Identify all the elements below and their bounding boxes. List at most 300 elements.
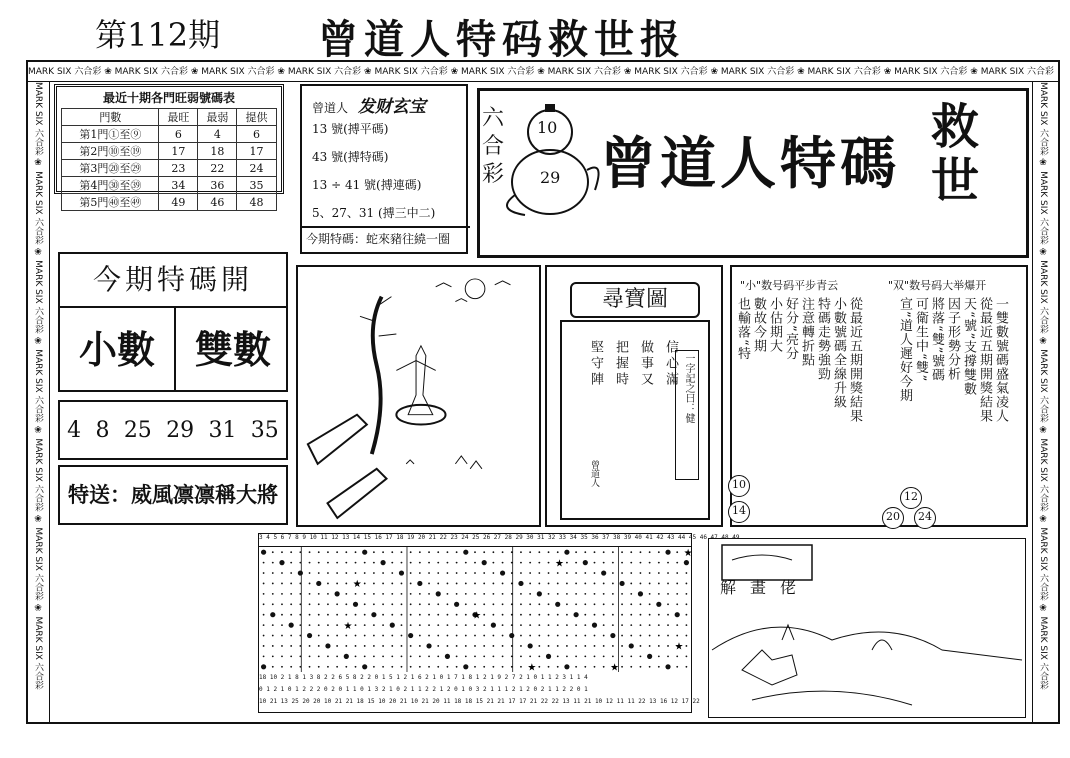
grid-dot: [419, 624, 421, 626]
grid-dot: [456, 635, 458, 637]
grid-dot: [538, 583, 540, 585]
tip-line: 13 號(搏平碼): [312, 122, 389, 136]
hot-numbers-table: [54, 84, 284, 209]
grid-dot: [327, 572, 329, 574]
band-text: MARK SIX 六合彩: [33, 349, 43, 423]
grid-dot: [665, 550, 670, 555]
grid-dot: [483, 603, 485, 605]
grid-dot: [584, 635, 586, 637]
grid-dot: [483, 583, 485, 585]
grid-dot: [447, 645, 449, 647]
grid-dot: [474, 624, 476, 626]
grid-dot: [364, 603, 366, 605]
grid-dot: [520, 666, 522, 668]
grid-dot: [612, 614, 614, 616]
grid-dot: [548, 624, 550, 626]
grid-dot: [502, 666, 504, 668]
grid-dot: [649, 583, 651, 585]
grid-dot: [437, 551, 439, 553]
grid-dot: [640, 624, 642, 626]
grid-dot: [594, 655, 596, 657]
grid-dot: [309, 593, 311, 595]
grid-dot: [667, 655, 669, 657]
grid-dot: [290, 603, 292, 605]
grid-dot: [538, 614, 540, 616]
grid-dot: [364, 593, 366, 595]
grid-dot: [621, 593, 623, 595]
grid-dot: [594, 593, 596, 595]
grid-dot: [584, 624, 586, 626]
puzzle-illustration: [712, 540, 1022, 716]
grid-dot: [474, 551, 476, 553]
grid-dot: [647, 654, 652, 659]
grid-dot: [281, 624, 283, 626]
grid-dot: [263, 562, 265, 564]
grid-dot: [566, 583, 568, 585]
grid-dot: [428, 562, 430, 564]
grid-dot: [557, 645, 559, 647]
grid-dot: [391, 635, 393, 637]
band-text: MARK SIX 六合彩: [374, 67, 448, 77]
grid-dot: [401, 603, 403, 605]
grid-dot: [658, 593, 660, 595]
grid-dot: [603, 603, 605, 605]
grid-dot: [529, 593, 531, 595]
treasure-col: 堅守陣: [588, 340, 603, 388]
grid-footer: 0 1 2 1 0 1 2 2 2 0 2 0 1 1 0 1 3 2 1 0 2 1 1 2 2 1 2 0 1 0 3 2 1 1 1 2 1 2 0 2 1 1 2 2 0 1: [259, 686, 588, 693]
grid-dot: [355, 551, 357, 553]
grid-dot: [382, 635, 384, 637]
grid-dot: [601, 570, 606, 575]
tips-head-prefix: 曾道人: [312, 101, 349, 115]
special-send: 特送：威風凛凛稱大將: [58, 465, 288, 525]
grid-dot: [667, 645, 669, 647]
grid-dot: [557, 572, 559, 574]
grid-dot: [428, 583, 430, 585]
grid-dot: [474, 562, 476, 564]
grid-dot: [465, 603, 467, 605]
grid-dot: [345, 583, 347, 585]
grid-dot: [649, 645, 651, 647]
band-text: MARK SIX 六合彩: [33, 171, 43, 245]
grid-dot: [594, 614, 596, 616]
grid-dot: [658, 551, 660, 553]
grid-dot: [483, 635, 485, 637]
dot-grid: [259, 547, 691, 672]
grid-dot: [640, 635, 642, 637]
grid-dot: [390, 623, 395, 628]
grid-dot: [309, 551, 311, 553]
grid-dot: [557, 635, 559, 637]
band-text: MARK SIX 六合彩: [114, 67, 188, 77]
special-number: 31: [208, 417, 237, 443]
grid-dot: [502, 635, 504, 637]
grid-dot: [629, 643, 634, 648]
grid-dot: [419, 551, 421, 553]
grid-dot: [309, 624, 311, 626]
grid-dot: [566, 624, 568, 626]
grid-dot: [364, 572, 366, 574]
column-header: 最旺: [159, 109, 198, 126]
grid-dot: [456, 655, 458, 657]
grid-dot: [603, 666, 605, 668]
grid-dot: [445, 654, 450, 659]
grid-dot: [419, 572, 421, 574]
grid-dot: [391, 551, 393, 553]
grid-dot: [336, 603, 338, 605]
grid-dot: [382, 666, 384, 668]
grid-dot: [583, 560, 588, 565]
grid-dot: [483, 614, 485, 616]
table-cell: 23: [159, 160, 198, 177]
grid-dot: [456, 572, 458, 574]
grid-dot: [566, 655, 568, 657]
table-cell: 第5門㊵至㊾: [62, 194, 159, 211]
grid-dot: [548, 645, 550, 647]
grid-dot: [391, 655, 393, 657]
grid-dot: [603, 614, 605, 616]
table-cell: 18: [198, 143, 237, 160]
grid-dot: [309, 666, 311, 668]
grid-dot: [336, 645, 338, 647]
table-row: [62, 177, 276, 194]
grid-dot: [603, 593, 605, 595]
grid-dot: [364, 562, 366, 564]
grid-dot: [474, 572, 476, 574]
grid-dot: [447, 562, 449, 564]
grid-dot: [594, 583, 596, 585]
grid-dot: [658, 614, 660, 616]
grid-dot: [364, 624, 366, 626]
grid-dot: [649, 562, 651, 564]
grid-dot: [318, 572, 320, 574]
grid-dot: [316, 581, 321, 586]
grid-dot: [492, 666, 494, 668]
grid-dot: [566, 562, 568, 564]
grid-dot: [437, 583, 439, 585]
grid-dot: [529, 562, 531, 564]
grid-dot: [483, 551, 485, 553]
table-row: [62, 143, 276, 160]
grid-dot: [658, 635, 660, 637]
grid-dot: [355, 655, 357, 657]
grid-dot: [584, 593, 586, 595]
grid-dot: [373, 603, 375, 605]
grid-dot: [630, 624, 632, 626]
grid-dot: [456, 551, 458, 553]
grid-dot: [686, 572, 688, 574]
grid-dot: [557, 614, 559, 616]
grid-dot: [500, 570, 505, 575]
grid-dot: [474, 593, 476, 595]
grid-dot: [686, 624, 688, 626]
grid-dot: [603, 645, 605, 647]
grid-dot: [686, 603, 688, 605]
grid-dot: [575, 562, 577, 564]
band-text: MARK SIX 六合彩: [461, 67, 535, 77]
grid-dot: [529, 614, 531, 616]
grid-dot: [447, 614, 449, 616]
grid-dot: [391, 593, 393, 595]
grid-dot: [548, 666, 550, 668]
grid-dot: [575, 635, 577, 637]
gourd-number: 10: [537, 118, 558, 137]
grid-dot: [419, 655, 421, 657]
band-text: MARK SIX 六合彩: [201, 67, 275, 77]
grid-dot: [263, 603, 265, 605]
grid-dot: [345, 603, 347, 605]
grid-dot: [465, 572, 467, 574]
circled-number: 20: [882, 507, 904, 529]
grid-dot: [391, 614, 393, 616]
grid-dot: [336, 624, 338, 626]
grid-dot: [612, 551, 614, 553]
table-cell: 35: [237, 177, 276, 194]
grid-dot: [345, 572, 347, 574]
grid-dot: [362, 664, 367, 669]
special-numbers: [58, 400, 288, 460]
grid-dot: [281, 583, 283, 585]
grid-dot: [667, 583, 669, 585]
issue-number: 第112期: [95, 16, 221, 54]
grid-dot: [281, 593, 283, 595]
grid-dot: [401, 593, 403, 595]
table-cell: 第4門㉚至㊴: [62, 177, 159, 194]
band-text: MARK SIX 六合彩: [28, 67, 102, 77]
grid-dot: [327, 551, 329, 553]
table-cell: 17: [159, 143, 198, 160]
grid-dot: [474, 655, 476, 657]
grid-star: ★: [674, 641, 684, 653]
grid-dot: [621, 655, 623, 657]
grid-dot: [557, 624, 559, 626]
grid-dot: [649, 624, 651, 626]
grid-dot: [520, 635, 522, 637]
band-text: MARK SIX 六合彩: [1038, 438, 1048, 512]
grid-dot: [502, 624, 504, 626]
grid-dot: [612, 583, 614, 585]
grid-dot: [520, 624, 522, 626]
grid-dot: [345, 666, 347, 668]
grid-dot: [279, 560, 284, 565]
grid-dot: [401, 562, 403, 564]
grid-dot: [640, 645, 642, 647]
grid-dot: [529, 624, 531, 626]
analysis-col: 數故今期: [751, 297, 766, 353]
grid-dot: [309, 603, 311, 605]
grid-dot: [355, 593, 357, 595]
grid-dot: [290, 614, 292, 616]
band-text: MARK SIX 六合彩: [1038, 349, 1048, 423]
grid-dot: [327, 603, 329, 605]
grid-dot: [649, 603, 651, 605]
grid-dot: [290, 562, 292, 564]
hot-table-title: 最近十期各門旺弱號碼表: [102, 91, 235, 105]
grid-dot: [594, 635, 596, 637]
grid-dot: [502, 603, 504, 605]
grid-dot: [502, 614, 504, 616]
special-number: 29: [166, 417, 195, 443]
grid-dot: [538, 572, 540, 574]
grid-dot: [537, 591, 542, 596]
grid-dot: [575, 572, 577, 574]
grid-dot: [399, 570, 404, 575]
grid-dot: [594, 603, 596, 605]
grid-dot: [410, 572, 412, 574]
grid-dot: [263, 635, 265, 637]
grid-dot: [594, 551, 596, 553]
grid-dot: [428, 572, 430, 574]
grid-dot: [566, 635, 568, 637]
grid-dot: [603, 583, 605, 585]
grid-dot: [538, 635, 540, 637]
grid-dot: [529, 655, 531, 657]
border-band-right: MARK SIX 六合彩 ❀ MARK SIX 六合彩 ❀ MARK SIX 六合彩 ❀ MARK SIX 六合彩 ❀ MARK SIX 六合彩 ❀ MARK SIX 六合彩 ❀ MARK SIX 六合彩: [1032, 82, 1058, 722]
grid-dot: [676, 551, 678, 553]
grid-dot: [281, 603, 283, 605]
grid-dot: [474, 583, 476, 585]
grid-dot: [509, 633, 514, 638]
grid-dot: [548, 562, 550, 564]
analysis-left-head: "小"数号码平步青云: [740, 279, 839, 292]
grid-dot: [667, 603, 669, 605]
grid-dot: [437, 614, 439, 616]
table-row: [62, 126, 276, 143]
grid-dot: [272, 655, 274, 657]
grid-dot: [410, 603, 412, 605]
grid-dot: [566, 603, 568, 605]
grid-dot: [612, 603, 614, 605]
grid-dot: [345, 593, 347, 595]
special-number: 35: [250, 417, 279, 443]
table-cell: 49: [159, 194, 198, 211]
table-cell: 48: [237, 194, 276, 211]
grid-dot: [419, 593, 421, 595]
treasure-columns: [570, 340, 680, 490]
grid-dot: [502, 593, 504, 595]
grid-dot: [621, 614, 623, 616]
grid-dot: [401, 624, 403, 626]
special-number: 25: [123, 417, 152, 443]
grid-dot: [640, 666, 642, 668]
grid-dot: [483, 645, 485, 647]
grid-dot: [492, 635, 494, 637]
grid-dot: [437, 562, 439, 564]
grid-dot: [345, 635, 347, 637]
grid-dot: [364, 635, 366, 637]
grid-dot: [630, 583, 632, 585]
grid-dot: [382, 655, 384, 657]
grid-dot: [336, 562, 338, 564]
grid-dot: [667, 624, 669, 626]
grid-dot: [456, 614, 458, 616]
grid-dot: [401, 614, 403, 616]
grid-dot: [518, 581, 523, 586]
band-text: MARK SIX 六合彩: [894, 67, 968, 77]
grid-dot: [502, 583, 504, 585]
grid-dot: [684, 560, 689, 565]
grid-dot: [371, 612, 376, 617]
grid-dot: [410, 583, 412, 585]
grid-dot: [686, 655, 688, 657]
grid-dot: [447, 551, 449, 553]
band-text: MARK SIX 六合彩: [1038, 260, 1048, 334]
border-band-top: MARK SIX 六合彩 ❀ MARK SIX 六合彩 ❀ MARK SIX 六合彩 ❀ MARK SIX 六合彩 ❀ MARK SIX 六合彩 ❀ MARK SIX 六合彩 ❀ MARK SIX 六合彩 ❀ MARK SIX 六合彩 ❀ MARK SIX 六合彩 ❀ MARK SIX 六合彩 ❀ MARK SIX 六合彩 ❀ MARK SIX 六合彩: [28, 62, 1058, 82]
grid-dot: [437, 635, 439, 637]
table-row: [62, 194, 276, 211]
border-band-left: MARK SIX 六合彩 ❀ MARK SIX 六合彩 ❀ MARK SIX 六合彩 ❀ MARK SIX 六合彩 ❀ MARK SIX 六合彩 ❀ MARK SIX 六合彩 ❀ MARK SIX 六合彩: [28, 82, 50, 722]
grid-dot: [272, 551, 274, 553]
grid-dot: [309, 614, 311, 616]
grid-dot: [272, 603, 274, 605]
tip-line: 43 號(搏特碼): [312, 150, 389, 164]
circled-number: 12: [900, 487, 922, 509]
grid-dot: [263, 655, 265, 657]
grid-dot: [336, 583, 338, 585]
grid-dot: [538, 655, 540, 657]
grid-dot: [566, 645, 568, 647]
grid-dot: [621, 624, 623, 626]
grid-dot: [272, 624, 274, 626]
grid-dot: [557, 593, 559, 595]
grid-dot: [419, 666, 421, 668]
grid-dot: [667, 593, 669, 595]
grid-dot: [263, 645, 265, 647]
grid-star: ★: [554, 558, 564, 570]
gourd-number: 29: [540, 168, 561, 187]
grid-dot: [355, 635, 357, 637]
grid-dot: [492, 551, 494, 553]
grid-dot: [382, 593, 384, 595]
grid-dot: [428, 551, 430, 553]
grid-dot: [447, 624, 449, 626]
grid-dot: [465, 593, 467, 595]
grid-dot: [355, 562, 357, 564]
grid-dot: [638, 591, 643, 596]
grid-dot: [281, 614, 283, 616]
grid-dot: [603, 562, 605, 564]
grid-dot: [492, 655, 494, 657]
grid-dot: [557, 666, 559, 668]
grid-dot: [419, 562, 421, 564]
band-text: MARK SIX 六合彩: [1038, 82, 1048, 156]
masthead-title: 曾道人特码救世报: [318, 17, 686, 63]
grid-dot: [437, 655, 439, 657]
grid-dot: [474, 603, 476, 605]
grid-dot: [428, 614, 430, 616]
grid-dot: [456, 666, 458, 668]
grid-dot: [538, 666, 540, 668]
grid-dot: [355, 666, 357, 668]
grid-dot: [676, 666, 678, 668]
table-cell: 4: [198, 126, 237, 143]
grid-dot: [548, 614, 550, 616]
grid-dot: [676, 603, 678, 605]
grid-dot: [575, 593, 577, 595]
grid-dot: [520, 645, 522, 647]
grid-dot: [419, 645, 421, 647]
grid-dot: [465, 562, 467, 564]
grid-dot: [520, 562, 522, 564]
grid-dot: [309, 583, 311, 585]
grid-star: ★: [352, 579, 362, 591]
grid-dot: [428, 635, 430, 637]
grid-dot: [410, 666, 412, 668]
grid-dot: [373, 645, 375, 647]
grid-dot: [482, 560, 487, 565]
grid-dot: [428, 603, 430, 605]
grid-dot: [502, 645, 504, 647]
